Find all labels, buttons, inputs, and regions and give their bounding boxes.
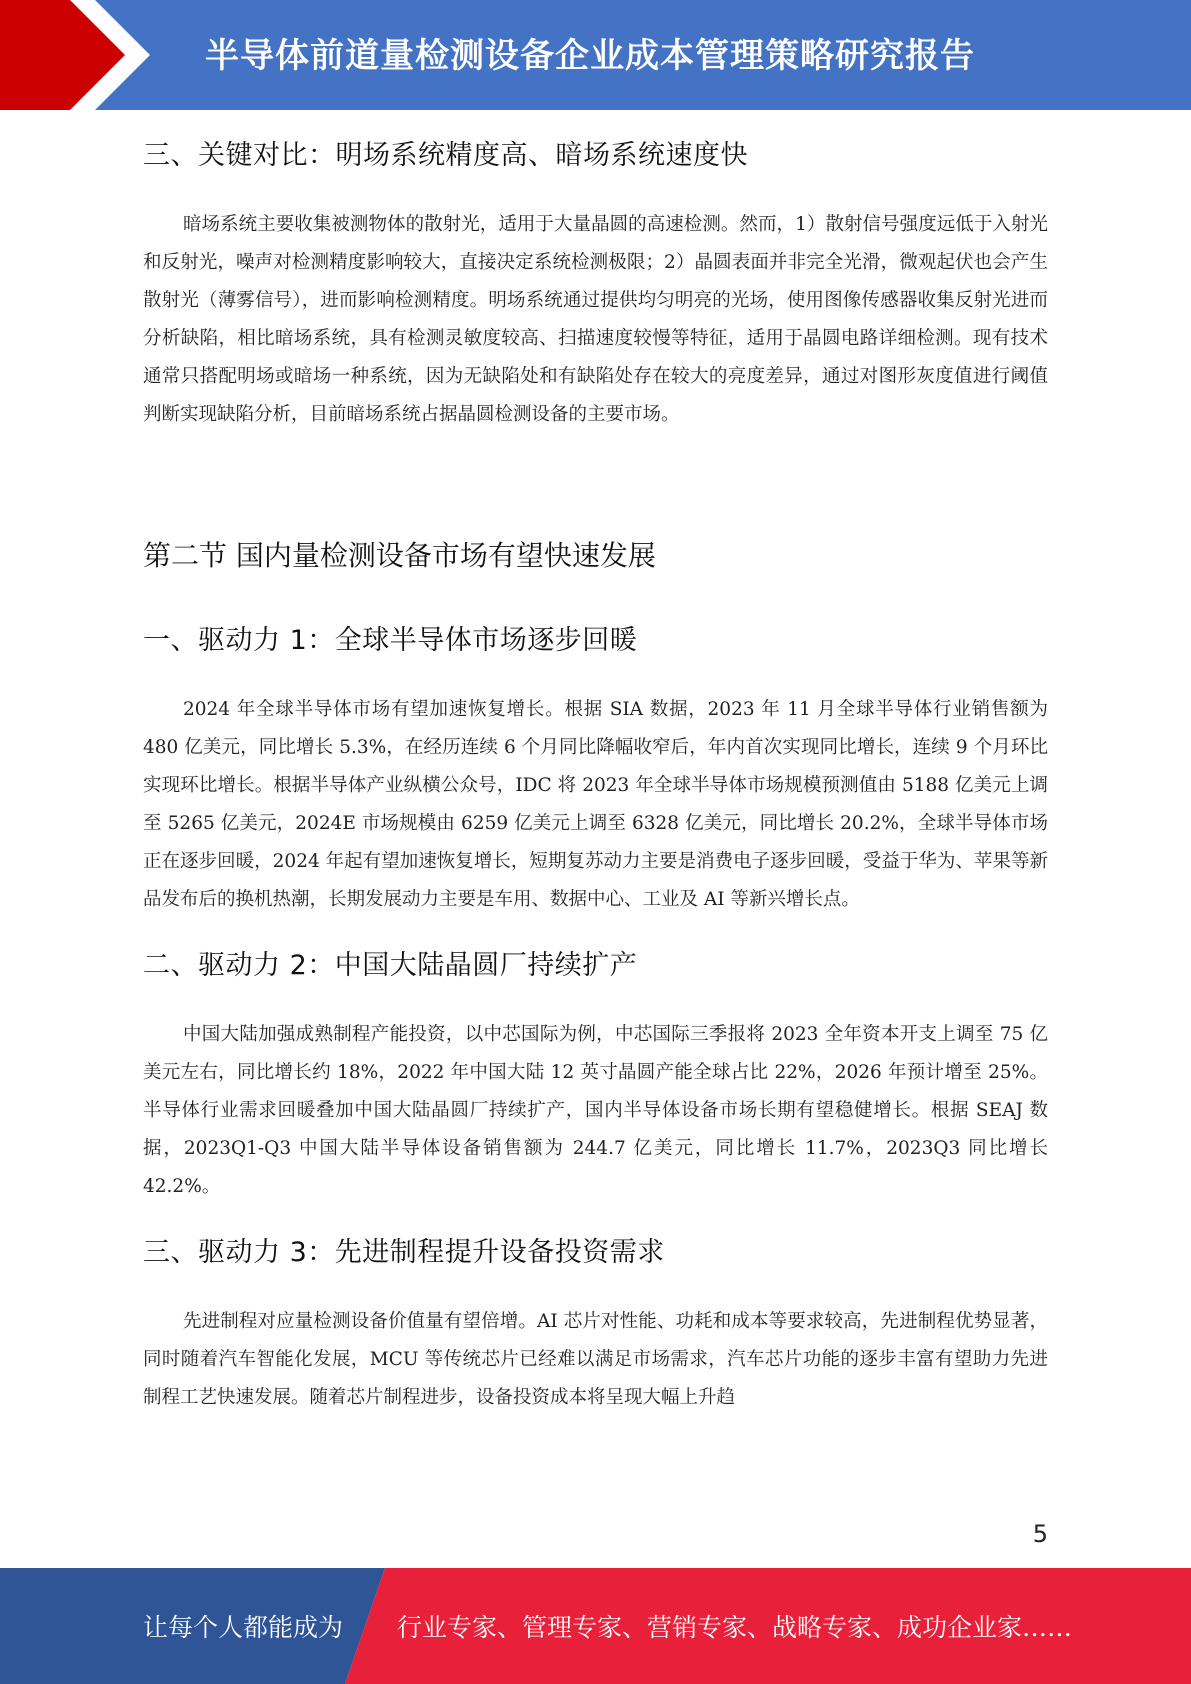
paragraph-key-comparison: 暗场系统主要收集被测物体的散射光，适用于大量晶圆的高速检测。然而，1）散射信号强度远低于入射光和反射光，噪声对检测精度影响较大，直接决定系统检测极限；2）晶圆表面并非完全光滑，微观起伏也会产生散射光（薄雾信号），进而影响检测精度。明场系统通过提供均匀明亮的光场，使用图像传感器收集反射光进而分析缺陷，相比暗场系统，具有检测灵敏度较高、扫描速度较慢等特征，适用于晶圆电路详细检测。现有技术通常只搭配明场或暗场一种系统，因为无缺陷处和有缺陷处存在较大的亮度差异，通过对图形灰度值进行阈值判断实现缺陷分析，目前暗场系统占据晶圆检测设备的主要市场。 [143, 214, 1048, 425]
page-content [143, 125, 1048, 1417]
page-number: 5 [1032, 1520, 1048, 1548]
section-heading-driver-2: 二、驱动力 2：中国大陆晶圆厂持续扩产 [143, 950, 638, 981]
footer-slogan-right: 行业专家、管理专家、营销专家、战略专家、成功企业家…… [397, 1613, 1073, 1642]
page-header [0, 0, 1191, 110]
paragraph-driver-3: 先进制程对应量检测设备价值量有望倍增。AI 芯片对性能、功耗和成本等要求较高，先进制程优势显著，同时随着汽车智能化发展，MCU 等传统芯片已经难以满足市场需求，汽车芯片功能的逐步丰富有望助力先进制程工艺快速发展。随着芯片制程进步，设备投资成本将呈现大幅上升趋 [143, 1311, 1048, 1408]
section-heading-driver-3: 三、驱动力 3：先进制程提升设备投资需求 [143, 1237, 665, 1268]
footer-slogan-left: 让每个人都能成为 [143, 1613, 344, 1642]
report-title: 半导体前道量检测设备企业成本管理策略研究报告 [205, 36, 975, 76]
paragraph-driver-1: 2024 年全球半导体市场有望加速恢复增长。根据 SIA 数据，2023 年 11 月全球半导体行业销售额为 480 亿美元，同比增长 5.3%，在经历连续 6 个月同比降幅收窄后，年内首次实现同比增长，连续 9 个月环比实现环比增长。根据半导体产业纵横公众号，IDC 将 2023 年全球半导体市场规模预测值由 5188 亿美元上调至 5265 亿美元，2024E 市场规模由 6259 亿美元上调至 6328 亿美元，同比增长 20.2%，全球半导体市场正在逐步回暖，2024 年起有望加速恢复增长，短期复苏动力主要是消费电子逐步回暖，受益于华为、苹果等新品发布后的换机热潮，长期发展动力主要是车用、数据中心、工业及 AI 等新兴增长点。 [143, 699, 1048, 910]
section-heading-key-comparison: 三、关键对比：明场系统精度高、暗场系统速度快 [143, 140, 748, 171]
header-arrow-decoration [0, 0, 200, 110]
paragraph-driver-2: 中国大陆加强成熟制程产能投资，以中芯国际为例，中芯国际三季报将 2023 全年资本开支上调至 75 亿美元左右，同比增长约 18%，2022 年中国大陆 12 英寸晶圆产能全球占比 22%，2026 年预计增至 25%。半导体行业需求回暖叠加中国大陆晶圆厂持续扩产，国内半导体设备市场长期有望稳健增长。根据 SEAJ 数据，2023Q1-Q3 中国大陆半导体设备销售额为 244.7 亿美元，同比增长 11.7%，2023Q3 同比增长 42.2%。 [143, 1024, 1048, 1197]
chapter-heading: 第二节 国内量检测设备市场有望快速发展 [143, 539, 656, 572]
page-footer [0, 1568, 1191, 1684]
section-heading-driver-1: 一、驱动力 1：全球半导体市场逐步回暖 [143, 625, 638, 656]
